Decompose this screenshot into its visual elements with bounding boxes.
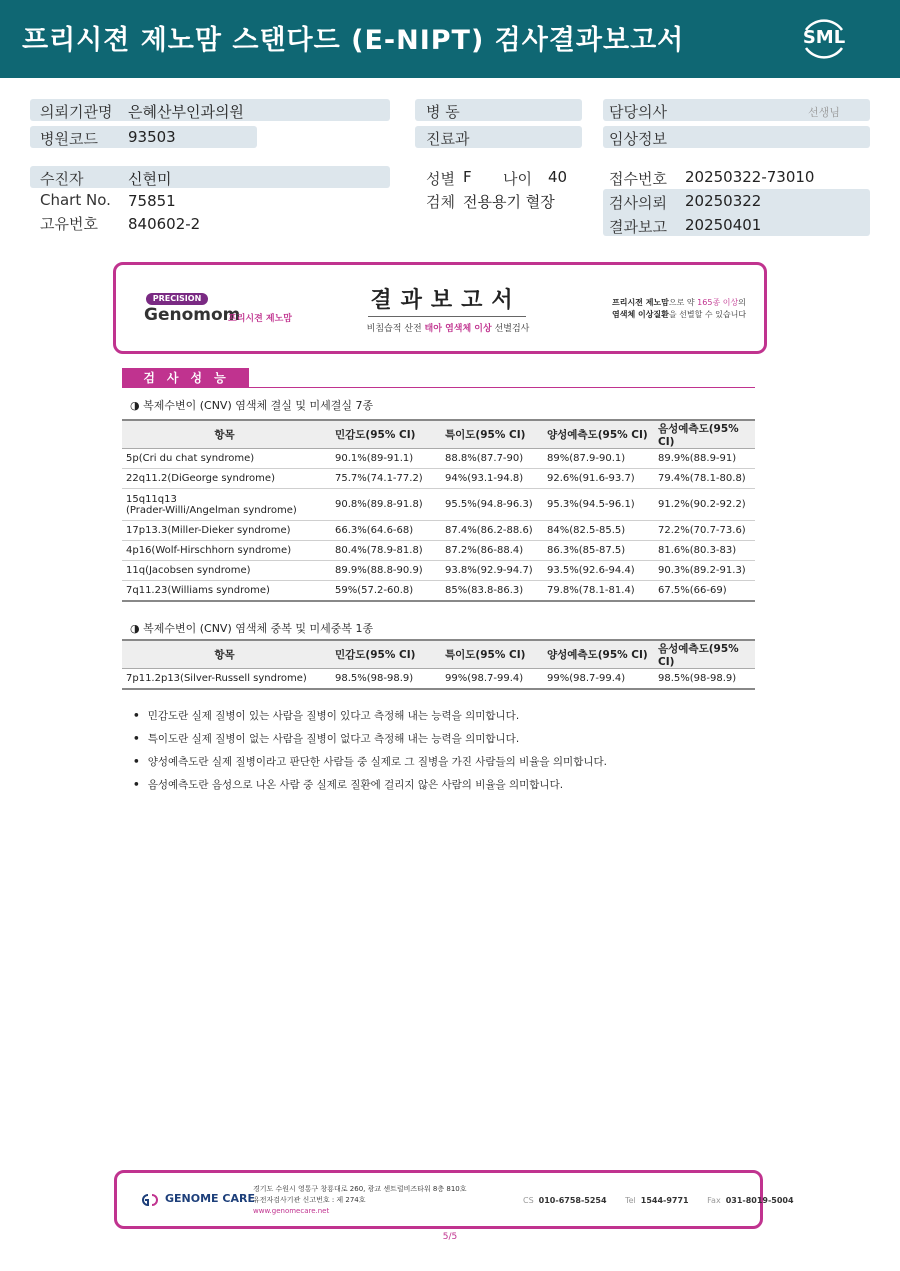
table-row: [122, 489, 755, 521]
sml-logo-text: SML: [802, 27, 846, 48]
cell-ppv: 89%(87.9-90.1): [539, 449, 650, 469]
patient-value: 신현미: [128, 170, 172, 188]
genome-care-logo-icon: [139, 1192, 161, 1208]
report-title-underline: [368, 316, 526, 317]
header-bar: [0, 0, 900, 78]
cell-sensitivity: 80.4%(78.9-81.8): [327, 541, 437, 561]
list-item: • 민감도란 실제 질병이 있는 사람을 질병이 있다고 측정해 내는 능력을 의미합니다.: [133, 708, 607, 731]
report-title: 결과보고서: [370, 287, 522, 313]
sex-label: 성별: [426, 170, 455, 188]
header-item: 항목: [122, 640, 327, 669]
cell-specificity: 85%(83.8-86.3): [437, 581, 539, 601]
cell-npv: 91.2%(90.2-92.2): [650, 489, 755, 521]
id-value: 840602-2: [128, 215, 201, 233]
cell-sensitivity: 59%(57.2-60.8): [327, 581, 437, 601]
table1-caption: ◑ 복제수변이 (CNV) 염색체 결실 및 미세결실 7종: [130, 399, 374, 412]
header-item: 항목: [122, 420, 327, 449]
table-row: [122, 581, 755, 601]
report-value: 20250401: [685, 216, 762, 234]
doctor-label: 담당의사: [609, 103, 667, 121]
cell-item: 7p11.2p13(Silver-Russell syndrome): [122, 669, 327, 689]
ward-label: 병 동: [426, 103, 460, 121]
section-divider: [122, 387, 755, 388]
cell-specificity: 93.8%(92.9-94.7): [437, 561, 539, 581]
table-row: [122, 669, 755, 689]
table-header-row: [122, 420, 755, 449]
cell-ppv: 95.3%(94.5-96.1): [539, 489, 650, 521]
receipt-value: 20250322-73010: [685, 168, 815, 186]
table2-caption: ◑ 복제수변이 (CNV) 염색체 중복 및 미세중복 1종: [130, 622, 374, 635]
list-item: • 음성예측도란 음성으로 나온 사람 중 실제로 질환에 걸리지 않은 사람의 비율을 의미합니다.: [133, 777, 607, 800]
id-label: 고유번호: [40, 215, 98, 233]
table-row: [122, 541, 755, 561]
definitions-list: [133, 708, 607, 800]
specimen-value: 전용용기 혈장: [463, 193, 555, 211]
cell-npv: 72.2%(70.7-73.6): [650, 521, 755, 541]
header-sensitivity: 민감도(95% CI): [327, 420, 437, 449]
header-ppv: 양성예측도(95% CI): [539, 640, 650, 669]
header-npv: 음성예측도(95% CI): [650, 420, 755, 449]
cell-ppv: 79.8%(78.1-81.4): [539, 581, 650, 601]
table-row: [122, 521, 755, 541]
cell-sensitivity: 90.1%(89-91.1): [327, 449, 437, 469]
company-contacts: CS 010-6758-5254 Tel 1544-9771 Fax 031-8019-5004: [523, 1196, 794, 1205]
page-number: 5/5: [442, 1232, 458, 1242]
header-ppv: 양성예측도(95% CI): [539, 420, 650, 449]
company-name: GENOME CARE: [165, 1192, 255, 1205]
cell-ppv: 86.3%(85-87.5): [539, 541, 650, 561]
cell-npv: 90.3%(89.2-91.3): [650, 561, 755, 581]
cell-ppv: 84%(82.5-85.5): [539, 521, 650, 541]
duplication-performance-table: [122, 639, 755, 690]
institution-value: 은혜산부인과의원: [128, 103, 244, 121]
cell-item: 11q(Jacobsen syndrome): [122, 561, 327, 581]
section-title: 검사성능: [122, 368, 249, 388]
patient-label: 수진자: [40, 170, 84, 188]
cell-specificity: 88.8%(87.7-90): [437, 449, 539, 469]
chart-label: Chart No.: [40, 191, 111, 209]
request-value: 20250322: [685, 192, 762, 210]
cell-npv: 79.4%(78.1-80.8): [650, 469, 755, 489]
genomom-logo: Genomom: [144, 305, 241, 325]
cell-npv: 98.5%(98-98.9): [650, 669, 755, 689]
header-specificity: 특이도(95% CI): [437, 640, 539, 669]
age-value: 40: [548, 168, 568, 186]
institution-label: 의뢰기관명: [40, 103, 113, 121]
cell-sensitivity: 75.7%(74.1-77.2): [327, 469, 437, 489]
cell-specificity: 87.2%(86-88.4): [437, 541, 539, 561]
cell-item: 17p13.3(Miller-Dieker syndrome): [122, 521, 327, 541]
cell-specificity: 99%(98.7-99.4): [437, 669, 539, 689]
clinical-info-label: 임상정보: [609, 130, 667, 148]
list-item: • 특이도란 실제 질병이 없는 사람을 질병이 없다고 측정해 내는 능력을 의미합니다.: [133, 731, 607, 754]
cell-npv: 81.6%(80.3-83): [650, 541, 755, 561]
page-title: 프리시젼 제노맘 스탠다드 (E-NIPT) 검사결과보고서: [22, 25, 685, 56]
cell-item: 15q11q13 (Prader-Willi/Angelman syndrome): [122, 489, 327, 521]
cell-item: 5p(Cri du chat syndrome): [122, 449, 327, 469]
department-label: 진료과: [426, 130, 470, 148]
banner-description: 프리시젼 제노맘으로 약 165종 이상의 염색체 이상질환을 선별할 수 있습니다: [612, 298, 747, 319]
chart-value: 75851: [128, 192, 176, 210]
sml-logo: [796, 12, 852, 66]
cell-specificity: 87.4%(86.2-88.6): [437, 521, 539, 541]
table-row: [122, 469, 755, 489]
request-label: 검사의뢰: [609, 194, 667, 212]
cell-ppv: 92.6%(91.6-93.7): [539, 469, 650, 489]
cell-sensitivity: 89.9%(88.8-90.9): [327, 561, 437, 581]
list-item: • 양성예측도란 실제 질병이라고 판단한 사람들 중 실제로 그 질병을 가진 사람들의 비율을 의미합니다.: [133, 754, 607, 777]
cell-specificity: 95.5%(94.8-96.3): [437, 489, 539, 521]
cell-npv: 89.9%(88.9-91): [650, 449, 755, 469]
report-subtitle: 비침습적 산전 태아 염색체 이상 선별검사: [366, 324, 530, 334]
cell-item: 4p16(Wolf-Hirschhorn syndrome): [122, 541, 327, 561]
company-address: 경기도 수원시 영통구 창룡대로 260, 광교 센트럴비즈타워 8층 810호 유전자검사기관 신고번호 : 제 274호 www.genomecare.net: [253, 1185, 467, 1215]
cell-ppv: 99%(98.7-99.4): [539, 669, 650, 689]
company-url[interactable]: www.genomecare.net: [253, 1207, 330, 1215]
cell-sensitivity: 90.8%(89.8-91.8): [327, 489, 437, 521]
footer: [114, 1170, 794, 1229]
table-row: [122, 449, 755, 469]
cell-sensitivity: 66.3%(64.6-68): [327, 521, 437, 541]
table-header-row: [122, 640, 755, 669]
specimen-label: 검체: [426, 193, 455, 211]
header-specificity: 특이도(95% CI): [437, 420, 539, 449]
genomom-sub: 프리시젼 제노맘: [228, 314, 292, 324]
header-npv: 음성예측도(95% CI): [650, 640, 755, 669]
cell-item: 22q11.2(DiGeorge syndrome): [122, 469, 327, 489]
report-label: 결과보고: [609, 218, 667, 236]
precision-badge: PRECISION: [146, 293, 208, 305]
cell-item: 7q11.23(Williams syndrome): [122, 581, 327, 601]
doctor-suffix: 선생님: [808, 106, 840, 119]
header-sensitivity: 민감도(95% CI): [327, 640, 437, 669]
patient-row: [30, 166, 390, 188]
report-banner: [113, 262, 767, 354]
cell-npv: 67.5%(66-69): [650, 581, 755, 601]
age-label: 나이: [503, 170, 532, 188]
deletion-performance-table: [122, 419, 755, 602]
receipt-label: 접수번호: [609, 170, 667, 188]
sex-value: F: [463, 168, 472, 186]
cell-ppv: 93.5%(92.6-94.4): [539, 561, 650, 581]
cell-sensitivity: 98.5%(98-98.9): [327, 669, 437, 689]
table-row: [122, 561, 755, 581]
hospital-code-value: 93503: [128, 128, 176, 146]
hospital-code-label: 병원코드: [40, 130, 98, 148]
cell-specificity: 94%(93.1-94.8): [437, 469, 539, 489]
